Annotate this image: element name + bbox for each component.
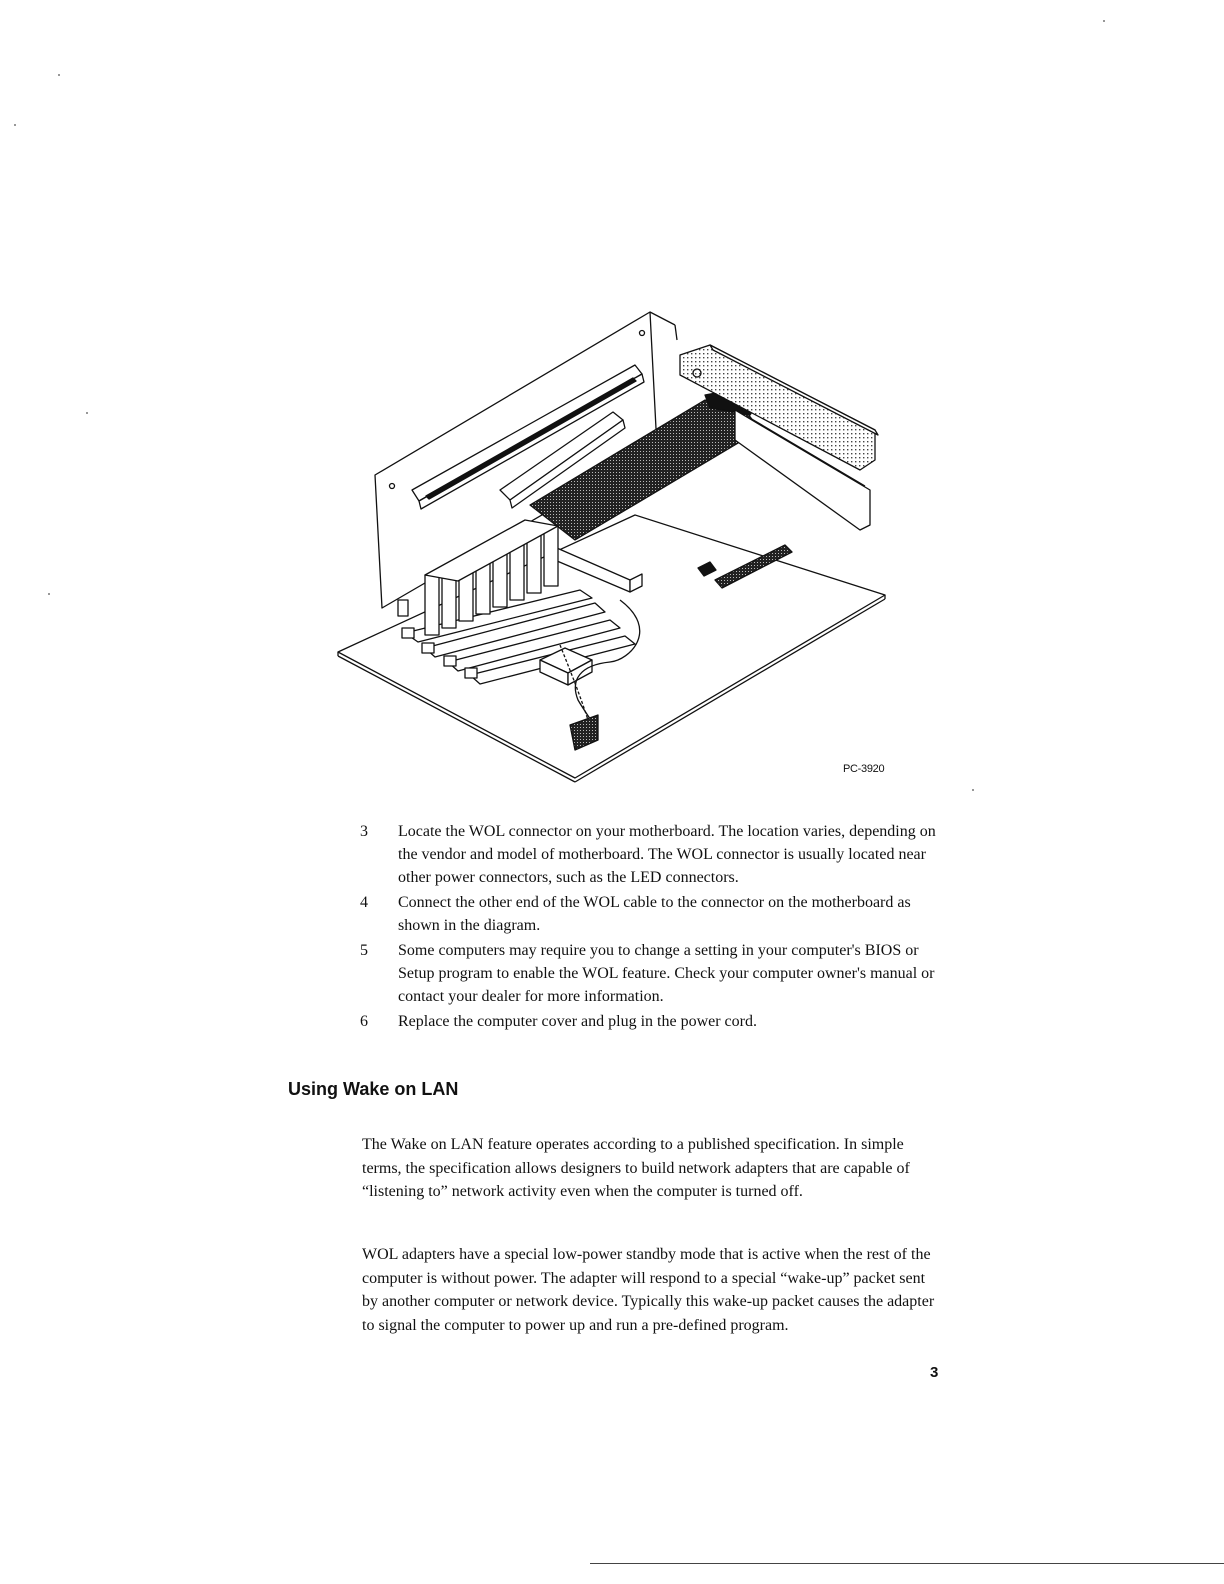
scan-speck xyxy=(1103,20,1105,22)
bottom-rule xyxy=(590,1563,1224,1564)
scan-speck xyxy=(86,412,88,414)
scan-speck xyxy=(58,74,60,76)
paragraph-wol-standby: WOL adapters have a special low-power standby mode that is active when the rest of the computer is without power. The adapter will respond to a special “wake-up” packet sent by another computer or network device. Typically this wake-up packet causes the adapter to signal the computer to power up and run a pre-defined program. xyxy=(362,1246,935,1334)
section-heading: Using Wake on LAN xyxy=(288,1079,459,1099)
step-number: 6 xyxy=(360,1013,368,1030)
motherboard-wol-installation-diagram-icon xyxy=(330,300,900,790)
step-number: 5 xyxy=(360,942,368,959)
page-number: 3 xyxy=(930,1364,939,1381)
step-text: Locate the WOL connector on your motherboard. The location varies, depending on the vendor and model of motherboard. The WOL connector is usually located near other power connectors, such as the LED connectors. xyxy=(398,823,936,886)
scan-speck xyxy=(14,124,16,126)
motherboard-diagram xyxy=(330,300,900,790)
scan-speck xyxy=(48,593,50,595)
step-number: 3 xyxy=(360,823,368,840)
paragraph-wol-overview: The Wake on LAN feature operates according to a published specification. In simple terms, the specification allows designers to build network adapters that are capable of “listening to” network activity even when the computer is turned off. xyxy=(362,1136,910,1200)
step-text: Some computers may require you to change a setting in your computer's BIOS or Setup program to enable the WOL feature. Check your computer owner's manual or contact your dealer for more information. xyxy=(398,942,935,1005)
step-text: Replace the computer cover and plug in the power cord. xyxy=(398,1013,757,1030)
step-text: Connect the other end of the WOL cable to the connector on the motherboard as shown in the diagram. xyxy=(398,894,911,934)
step-number: 4 xyxy=(360,894,368,911)
step-item xyxy=(360,820,940,889)
step-item xyxy=(360,891,940,937)
scan-speck xyxy=(972,789,974,791)
figure-id-label: PC-3920 xyxy=(843,763,885,775)
step-item xyxy=(360,939,940,1008)
installation-steps xyxy=(360,820,940,1035)
step-item xyxy=(360,1010,940,1033)
